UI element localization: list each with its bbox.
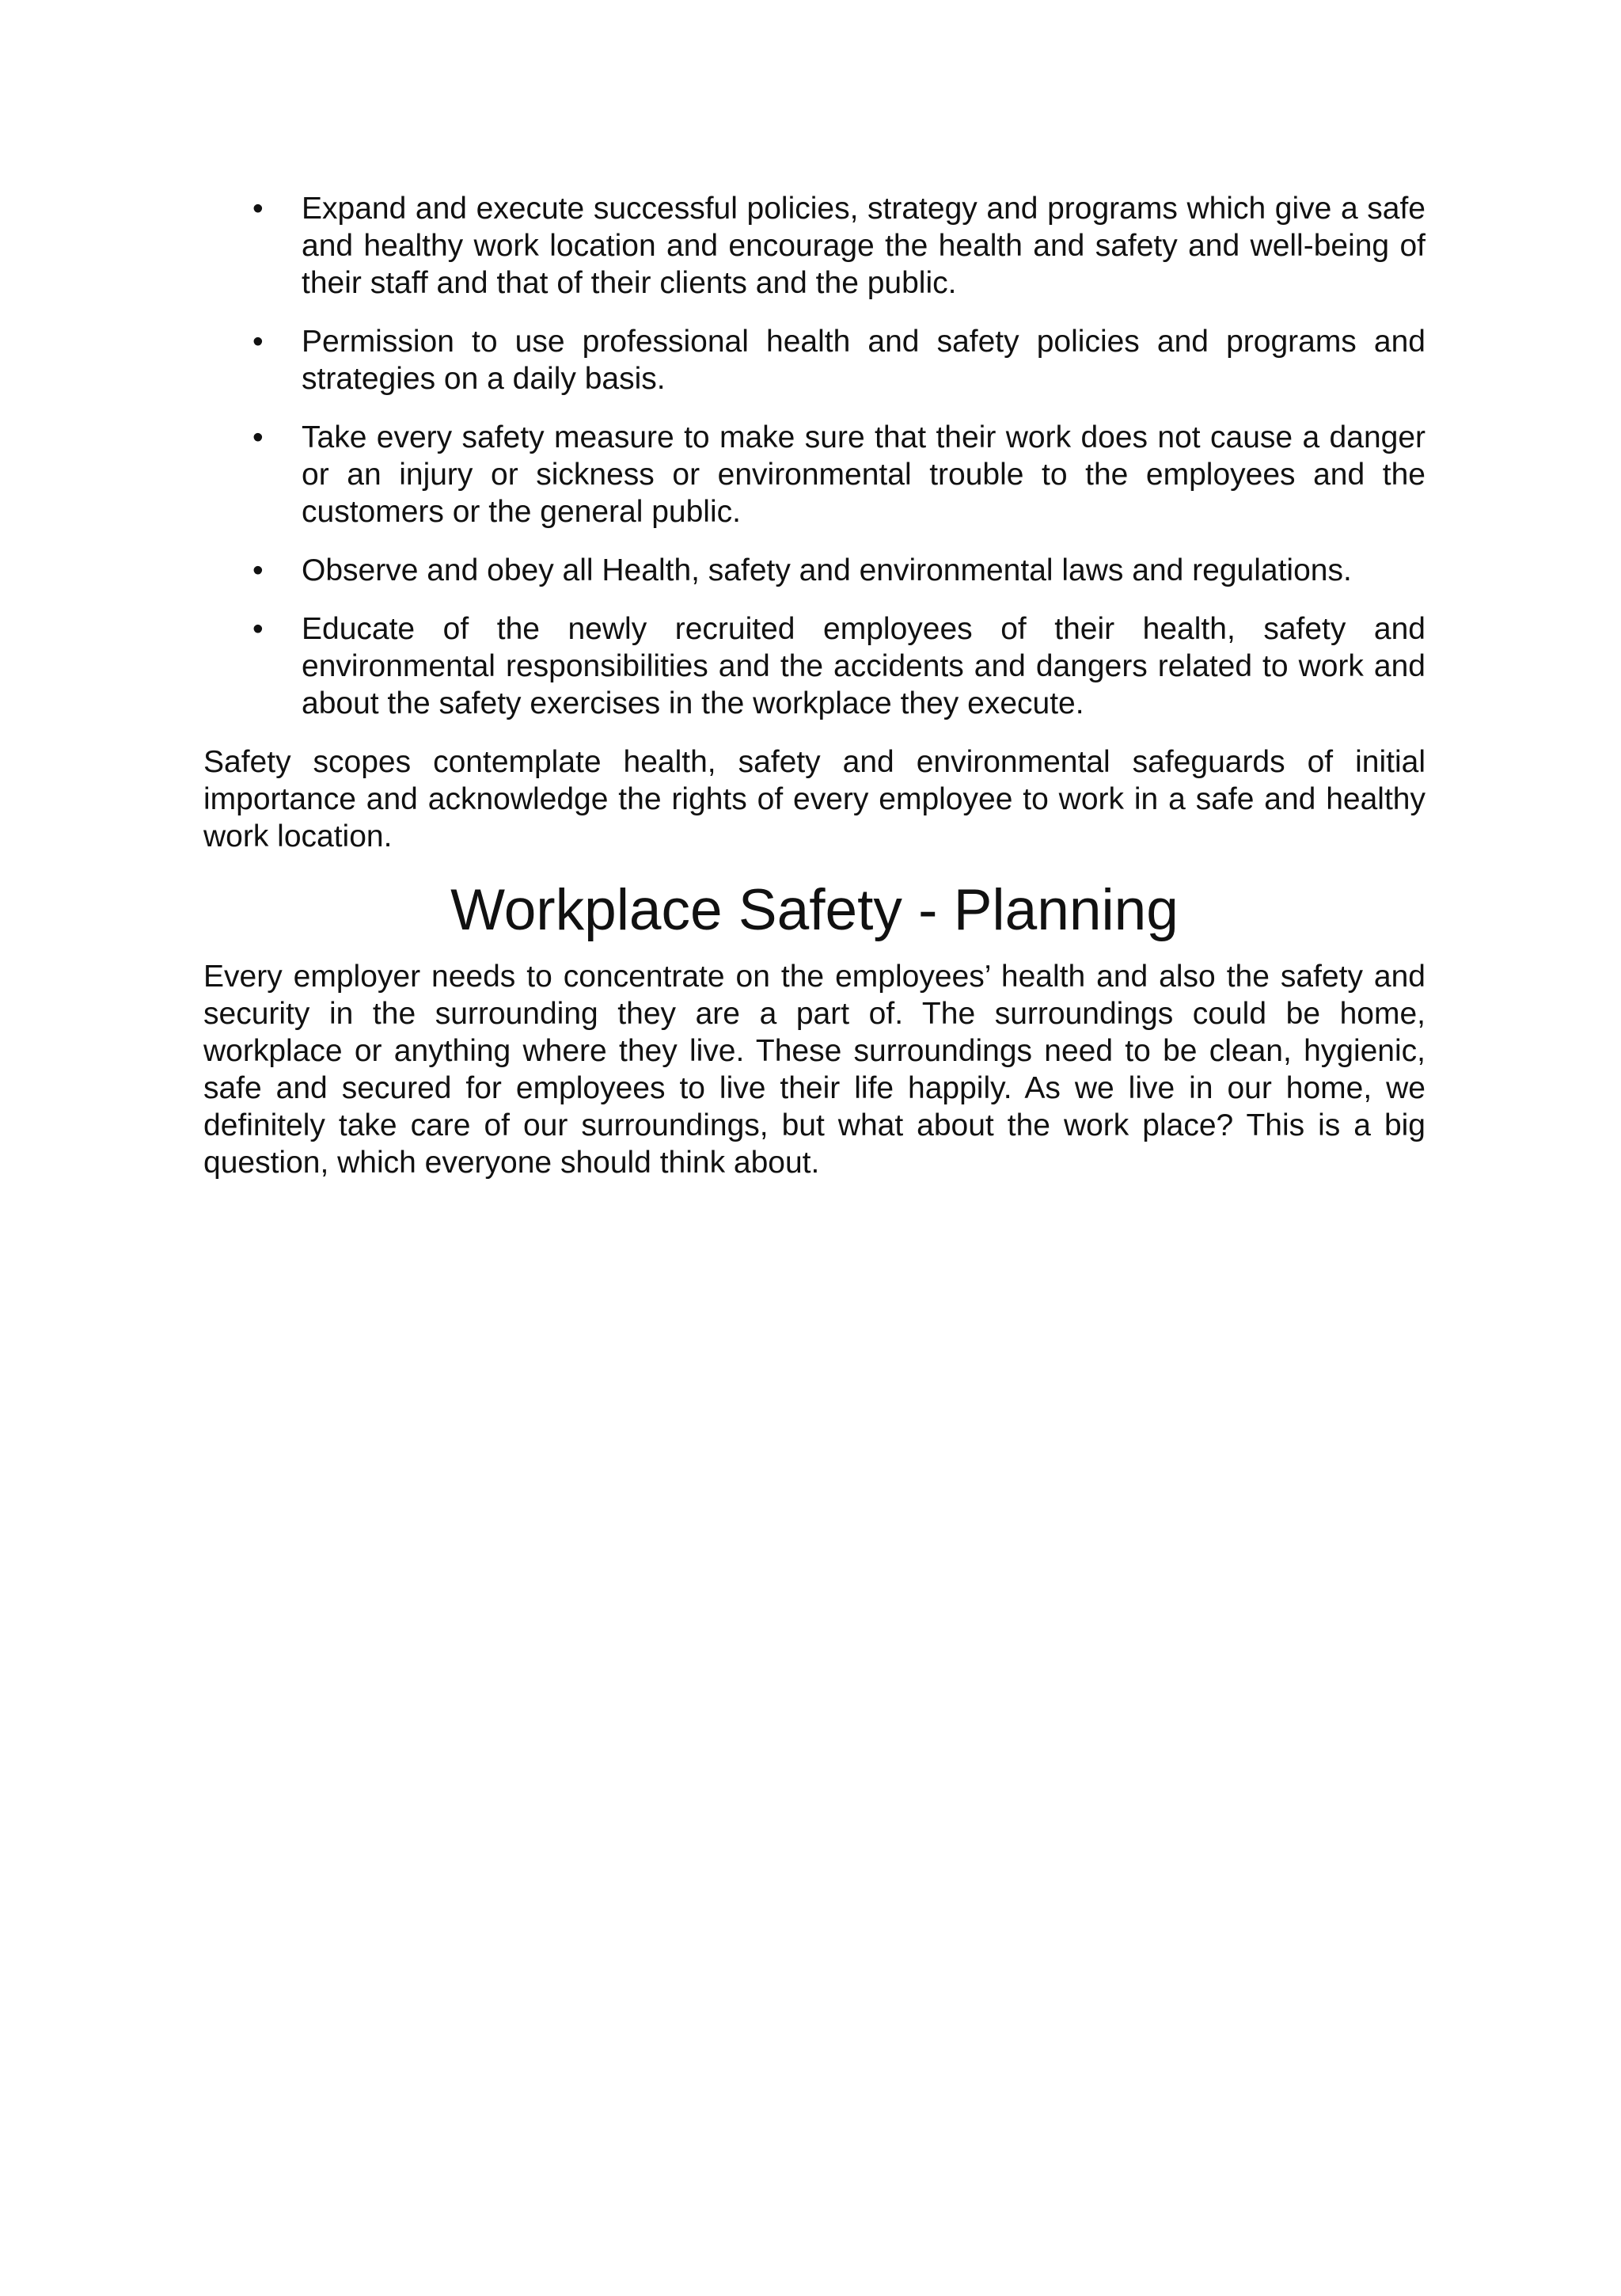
- bullet-text: Expand and execute successful policies, strategy and programs which give a safe and healthy work location and encourage the health and safety and well-being of their staff and that of their clients and the public.: [302, 192, 1425, 300]
- bullet-item: [203, 190, 1425, 302]
- section-heading: Workplace Safety - Planning: [450, 878, 1179, 942]
- bullet-icon: •: [252, 612, 264, 646]
- bullet-icon: •: [252, 420, 264, 454]
- bullet-text: Permission to use professional health and safety policies and programs and strategies on a daily basis.: [302, 325, 1425, 396]
- bullet-item: [203, 323, 1425, 397]
- bullet-item: [203, 552, 1425, 589]
- section-paragraph: Every employer needs to concentrate on the employees’ health and also the safety and security in the surrounding they are a part of. The surroundings could be home, workplace or anything where they live. These surroundings need to be clean, hygienic, safe and secured for employees to live their life happily. As we live in our home, we definitely take care of our surroundings, but what about the work place? This is a big question, which everyone should think about.: [203, 960, 1425, 1180]
- bullet-item: [203, 610, 1425, 722]
- bullet-icon: •: [252, 192, 264, 226]
- bullet-text: Educate of the newly recruited employees of their health, safety and environmental responsibilities and the accidents and dangers related to work and about the safety exercises in the workplace they execute.: [302, 612, 1425, 720]
- summary-paragraph: Safety scopes contemplate health, safety and environmental safeguards of initial importance and acknowledge the rights of every employee to work in a safe and healthy work location.: [203, 745, 1425, 853]
- page-content: [203, 190, 1425, 1181]
- bullet-icon: •: [252, 325, 264, 359]
- bullet-icon: •: [252, 553, 264, 587]
- bullet-text: Observe and obey all Health, safety and environmental laws and regulations.: [302, 553, 1352, 587]
- bullet-item: [203, 419, 1425, 530]
- bullet-text: Take every safety measure to make sure that their work does not cause a danger or an injury or sickness or environmental trouble to the employees and the customers or the general public.: [302, 420, 1425, 529]
- bullet-list: [203, 190, 1425, 722]
